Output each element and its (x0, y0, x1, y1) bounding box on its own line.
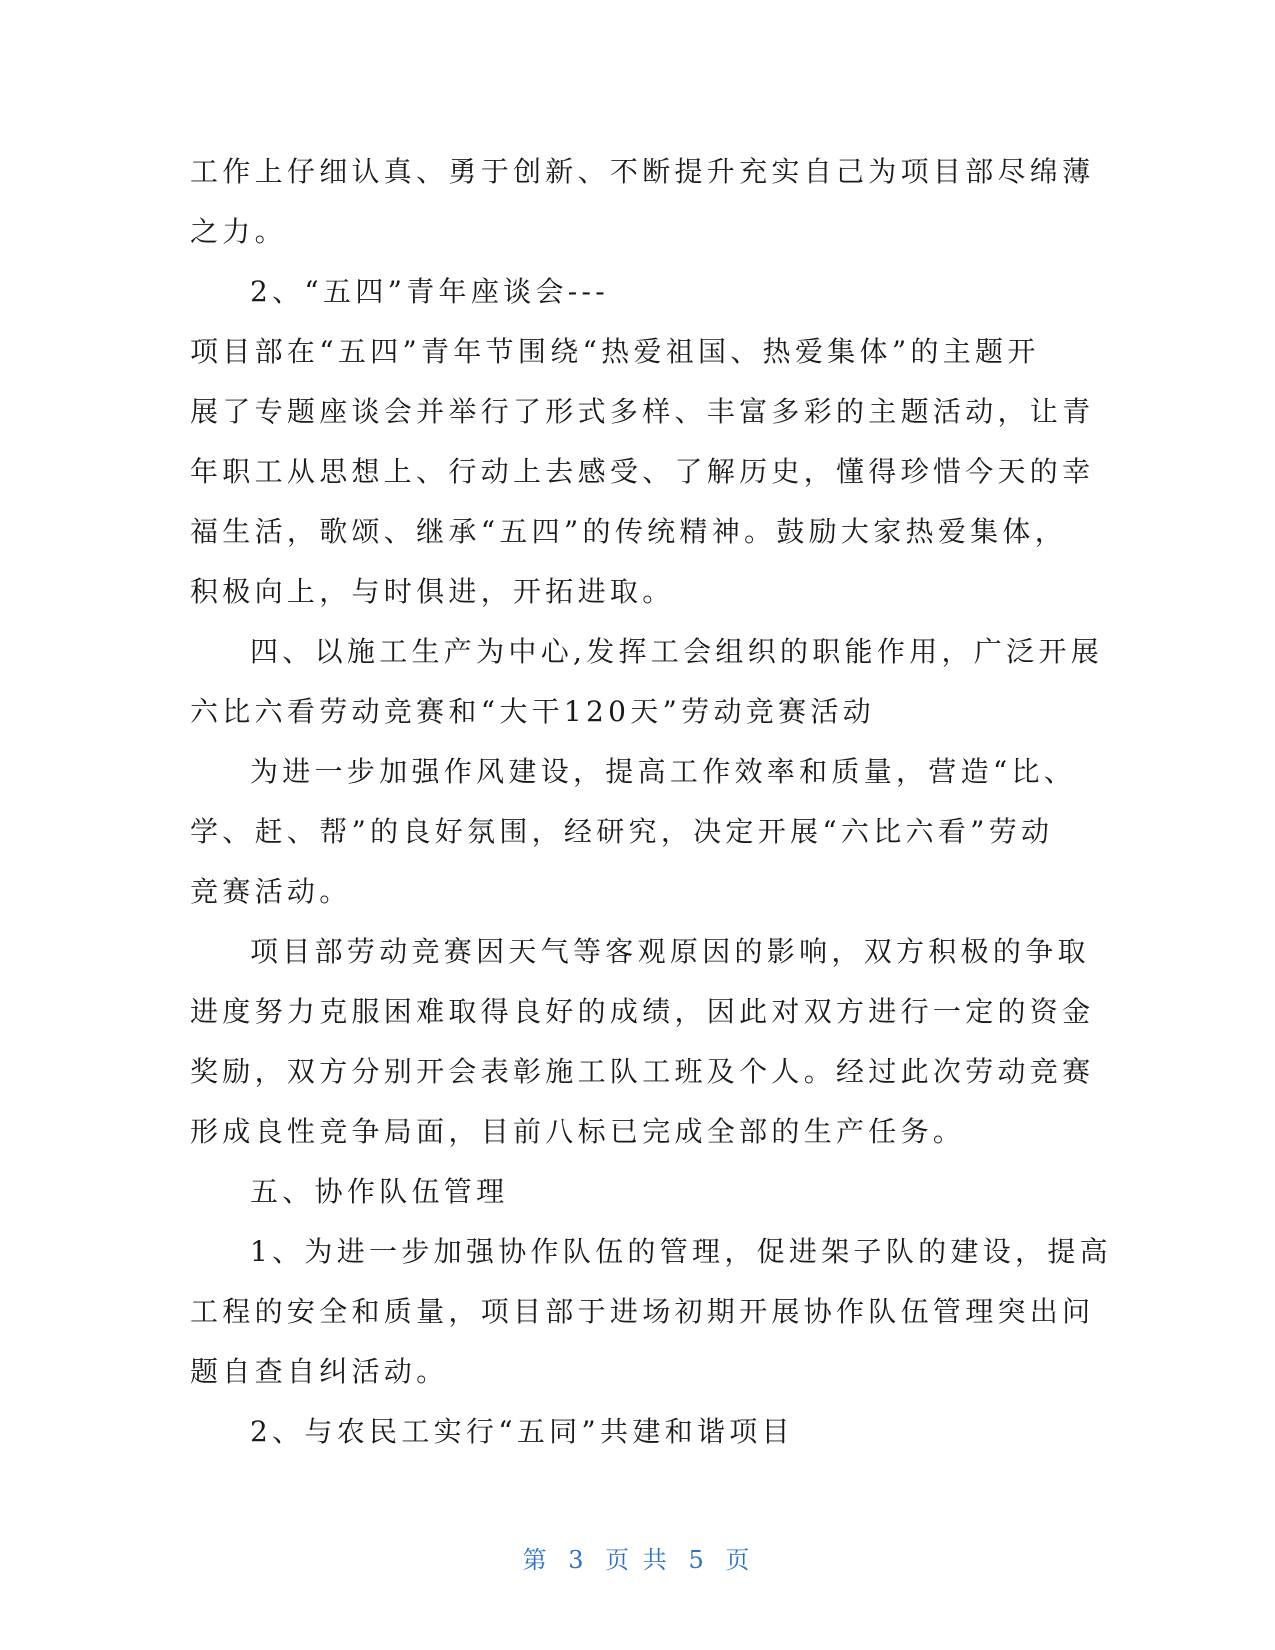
section-heading: 四、以施工生产为中心,发挥工会组织的职能作用，广泛开展 (250, 635, 1104, 668)
text-line: 奖励，双方分别开会表彰施工队工班及个人。经过此次劳动竞赛 (190, 1055, 1095, 1088)
text-line: 项目部在“五四”青年节围绕“热爱祖国、热爱集体”的主题开 (190, 335, 1040, 368)
text-line: 项目部劳动竞赛因天气等客观原因的影响，双方积极的争取 (250, 935, 1090, 968)
text-line: 2、与农民工实行“五同”共建和谐项目 (250, 1415, 794, 1448)
page-suffix: 页 (725, 1546, 753, 1574)
text-line: 学、赶、帮”的良好氛围，经研究，决定开展“六比六看”劳动 (190, 815, 1054, 848)
text-line: 年职工从思想上、行动上去感受、了解历史，懂得珍惜今天的幸 (190, 455, 1095, 488)
text-line: 工程的安全和质量，项目部于进场初期开展协作队伍管理突出问 (190, 1295, 1095, 1328)
text-line: 竞赛活动。 (190, 875, 352, 908)
text-line: 积极向上，与时俱进，开拓进取。 (190, 575, 675, 608)
text-line: 之力。 (190, 215, 287, 248)
page-footer (0, 1540, 1275, 1575)
text-line: 2、“五四”青年座谈会--- (250, 275, 610, 308)
text-line: 为进一步加强作风建设，提高工作效率和质量，营造“比、 (250, 755, 1077, 788)
total-pages-number: 5 (688, 1546, 707, 1574)
section-heading: 六比六看劳动竞赛和“大干120天”劳动竞赛活动 (190, 695, 875, 728)
text-line: 1、为进一步加强协作队伍的管理，促进架子队的建设，提高 (250, 1235, 1112, 1268)
text-line: 进度努力克服困难取得良好的成绩，因此对双方进行一定的资金 (190, 995, 1095, 1028)
page-prefix: 第 (522, 1546, 550, 1574)
current-page-number: 3 (568, 1546, 587, 1574)
document-body (190, 142, 1112, 1462)
text-line: 题自查自纠活动。 (190, 1355, 449, 1388)
text-line: 工作上仔细认真、勇于创新、不断提升充实自己为项目部尽绵薄 (190, 155, 1095, 188)
page-mid-text: 页 共 (605, 1546, 670, 1574)
text-line: 福生活，歌颂、继承“五四”的传统精神。鼓励大家热爱集体， (190, 515, 1068, 548)
text-line: 展了专题座谈会并举行了形式多样、丰富多彩的主题活动，让青 (190, 395, 1095, 428)
text-line: 形成良性竞争局面，目前八标已完成全部的生产任务。 (190, 1115, 966, 1148)
section-heading: 五、协作队伍管理 (250, 1175, 509, 1208)
